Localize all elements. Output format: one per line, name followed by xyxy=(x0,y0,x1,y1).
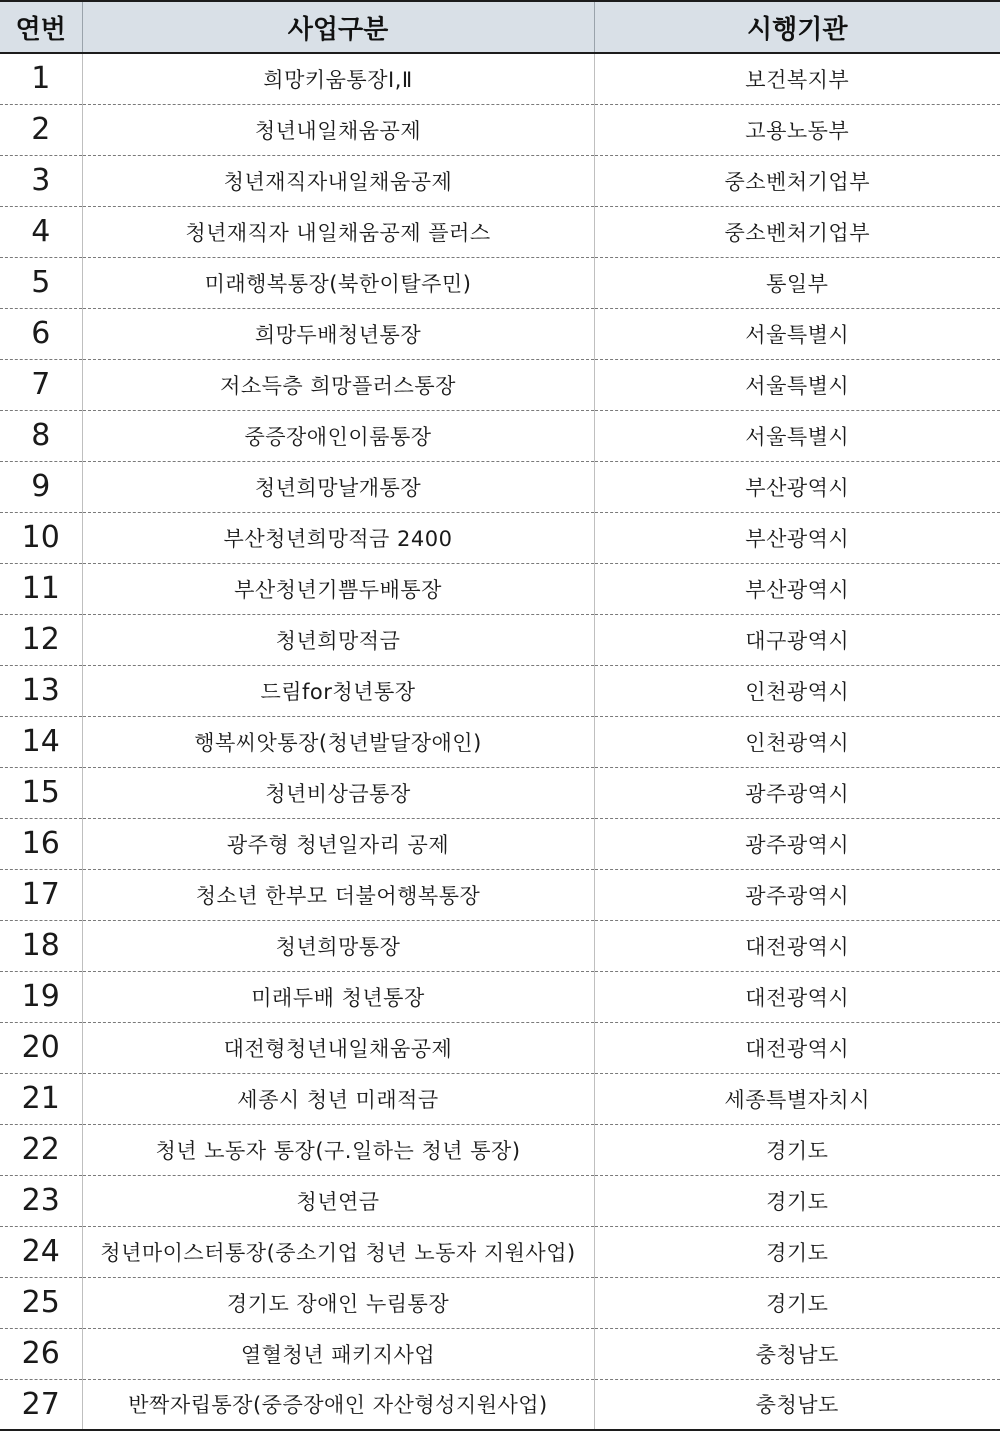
row-number: 1 xyxy=(0,53,82,104)
row-program-name: 청년연금 xyxy=(82,1175,594,1226)
row-agency: 대전광역시 xyxy=(594,971,1000,1022)
row-agency: 서울특별시 xyxy=(594,410,1000,461)
table-row xyxy=(0,1277,1000,1328)
row-agency: 인천광역시 xyxy=(594,665,1000,716)
row-number: 2 xyxy=(0,104,82,155)
row-number: 9 xyxy=(0,461,82,512)
row-program-name: 부산청년기쁨두배통장 xyxy=(82,563,594,614)
row-number: 16 xyxy=(0,818,82,869)
row-number: 18 xyxy=(0,920,82,971)
row-program-name: 청년희망적금 xyxy=(82,614,594,665)
table-row xyxy=(0,206,1000,257)
table-row xyxy=(0,767,1000,818)
row-number: 7 xyxy=(0,359,82,410)
table-row xyxy=(0,563,1000,614)
table-row xyxy=(0,614,1000,665)
table-row xyxy=(0,1022,1000,1073)
table-body xyxy=(0,53,1000,1430)
row-number: 24 xyxy=(0,1226,82,1277)
table-row xyxy=(0,512,1000,563)
row-number: 8 xyxy=(0,410,82,461)
table-row xyxy=(0,155,1000,206)
row-program-name: 부산청년희망적금 2400 xyxy=(82,512,594,563)
row-number: 6 xyxy=(0,308,82,359)
table-row xyxy=(0,1124,1000,1175)
row-agency: 경기도 xyxy=(594,1175,1000,1226)
row-agency: 광주광역시 xyxy=(594,818,1000,869)
row-program-name: 청년마이스터통장(중소기업 청년 노동자 지원사업) xyxy=(82,1226,594,1277)
row-number: 22 xyxy=(0,1124,82,1175)
header-program: 사업구분 xyxy=(82,1,594,53)
table-row xyxy=(0,359,1000,410)
row-program-name: 청년내일채움공제 xyxy=(82,104,594,155)
row-program-name: 미래두배 청년통장 xyxy=(82,971,594,1022)
table-row xyxy=(0,818,1000,869)
table-row xyxy=(0,1073,1000,1124)
row-program-name: 중증장애인이룸통장 xyxy=(82,410,594,461)
row-agency: 대전광역시 xyxy=(594,1022,1000,1073)
row-number: 14 xyxy=(0,716,82,767)
row-program-name: 행복씨앗통장(청년발달장애인) xyxy=(82,716,594,767)
row-program-name: 대전형청년내일채움공제 xyxy=(82,1022,594,1073)
row-number: 23 xyxy=(0,1175,82,1226)
table-row xyxy=(0,1379,1000,1430)
row-agency: 세종특별자치시 xyxy=(594,1073,1000,1124)
row-program-name: 청년비상금통장 xyxy=(82,767,594,818)
row-number: 17 xyxy=(0,869,82,920)
table-row xyxy=(0,104,1000,155)
row-program-name: 청년재직자내일채움공제 xyxy=(82,155,594,206)
row-agency: 서울특별시 xyxy=(594,308,1000,359)
row-agency: 부산광역시 xyxy=(594,512,1000,563)
row-program-name: 반짝자립통장(중증장애인 자산형성지원사업) xyxy=(82,1379,594,1430)
row-number: 25 xyxy=(0,1277,82,1328)
table-row xyxy=(0,461,1000,512)
row-program-name: 세종시 청년 미래적금 xyxy=(82,1073,594,1124)
row-number: 10 xyxy=(0,512,82,563)
row-agency: 광주광역시 xyxy=(594,767,1000,818)
row-agency: 부산광역시 xyxy=(594,563,1000,614)
table-row xyxy=(0,53,1000,104)
row-number: 5 xyxy=(0,257,82,308)
row-program-name: 저소득층 희망플러스통장 xyxy=(82,359,594,410)
row-agency: 대구광역시 xyxy=(594,614,1000,665)
row-number: 11 xyxy=(0,563,82,614)
row-number: 27 xyxy=(0,1379,82,1430)
table-row xyxy=(0,308,1000,359)
row-agency: 서울특별시 xyxy=(594,359,1000,410)
row-program-name: 청년재직자 내일채움공제 플러스 xyxy=(82,206,594,257)
row-number: 3 xyxy=(0,155,82,206)
row-program-name: 경기도 장애인 누림통장 xyxy=(82,1277,594,1328)
row-number: 20 xyxy=(0,1022,82,1073)
row-program-name: 열혈청년 패키지사업 xyxy=(82,1328,594,1379)
row-agency: 부산광역시 xyxy=(594,461,1000,512)
row-number: 19 xyxy=(0,971,82,1022)
table-row xyxy=(0,971,1000,1022)
row-agency: 인천광역시 xyxy=(594,716,1000,767)
table-row xyxy=(0,920,1000,971)
row-program-name: 미래행복통장(북한이탈주민) xyxy=(82,257,594,308)
row-agency: 중소벤처기업부 xyxy=(594,206,1000,257)
row-program-name: 드림for청년통장 xyxy=(82,665,594,716)
header-row xyxy=(0,1,1000,53)
table-row xyxy=(0,716,1000,767)
row-agency: 경기도 xyxy=(594,1124,1000,1175)
row-number: 13 xyxy=(0,665,82,716)
table-row xyxy=(0,1328,1000,1379)
row-program-name: 희망키움통장Ⅰ,Ⅱ xyxy=(82,53,594,104)
row-agency: 통일부 xyxy=(594,257,1000,308)
row-agency: 대전광역시 xyxy=(594,920,1000,971)
table-row xyxy=(0,665,1000,716)
row-number: 26 xyxy=(0,1328,82,1379)
row-program-name: 희망두배청년통장 xyxy=(82,308,594,359)
row-number: 21 xyxy=(0,1073,82,1124)
table-row xyxy=(0,410,1000,461)
row-agency: 충청남도 xyxy=(594,1379,1000,1430)
row-program-name: 청년희망통장 xyxy=(82,920,594,971)
row-agency: 광주광역시 xyxy=(594,869,1000,920)
table-row xyxy=(0,257,1000,308)
row-program-name: 청년 노동자 통장(구.일하는 청년 통장) xyxy=(82,1124,594,1175)
row-agency: 충청남도 xyxy=(594,1328,1000,1379)
row-number: 4 xyxy=(0,206,82,257)
row-number: 15 xyxy=(0,767,82,818)
header-agency: 시행기관 xyxy=(594,1,1000,53)
row-agency: 경기도 xyxy=(594,1277,1000,1328)
row-program-name: 광주형 청년일자리 공제 xyxy=(82,818,594,869)
row-number: 12 xyxy=(0,614,82,665)
table-row xyxy=(0,1175,1000,1226)
header-number: 연번 xyxy=(0,1,82,53)
row-agency: 경기도 xyxy=(594,1226,1000,1277)
row-program-name: 청소년 한부모 더불어행복통장 xyxy=(82,869,594,920)
row-agency: 중소벤처기업부 xyxy=(594,155,1000,206)
row-program-name: 청년희망날개통장 xyxy=(82,461,594,512)
row-agency: 고용노동부 xyxy=(594,104,1000,155)
table-row xyxy=(0,1226,1000,1277)
row-agency: 보건복지부 xyxy=(594,53,1000,104)
table-row xyxy=(0,869,1000,920)
